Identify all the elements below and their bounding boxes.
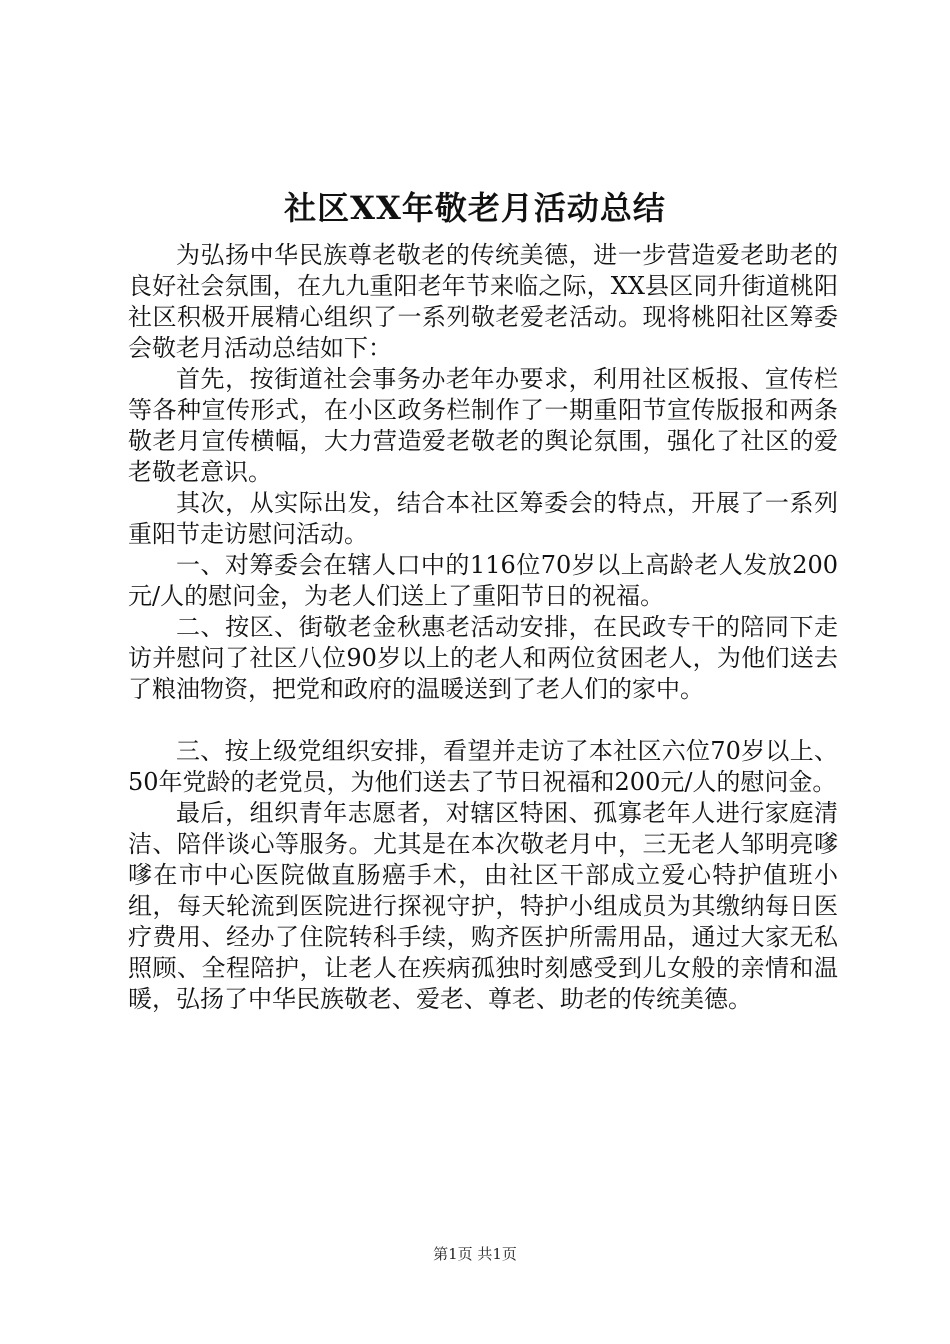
document-body [128, 240, 838, 1015]
paragraph-second: 其次，从实际出发，结合本社区筹委会的特点，开展了一系列重阳节走访慰问活动。 [128, 489, 838, 548]
paragraph-intro: 为弘扬中华民族尊老敬老的传统美德，进一步营造爱老助老的良好社会氛围，在九九重阳老年节来临之际，XX县区同升街道桃阳社区积极开展精心组织了一系列敬老爱老活动。现将桃阳社区筹委会敬老月活动总结如下： [128, 241, 838, 362]
paragraph-item-one: 一、对筹委会在辖人口中的116位70岁以上高龄老人发放200元/人的慰问金，为老人们送上了重阳节日的祝福。 [128, 551, 838, 610]
paragraph-item-three: 三、按上级党组织安排，看望并走访了本社区六位70岁以上、50年党龄的老党员，为他们送去了节日祝福和200元/人的慰问金。 [128, 737, 838, 796]
page-footer: 第1页 共1页 [433, 1245, 517, 1263]
paragraph-first: 首先，按街道社会事务办老年办要求，利用社区板报、宣传栏等各种宣传形式，在小区政务栏制作了一期重阳节宣传版报和两条敬老月宣传横幅，大力营造爱老敬老的舆论氛围，强化了社区的爱老敬老意识。 [128, 365, 838, 486]
paragraph-item-two: 二、按区、街敬老金秋惠老活动安排，在民政专干的陪同下走访并慰问了社区八位90岁以上的老人和两位贫困老人，为他们送去了粮油物资，把党和政府的温暖送到了老人们的家中。 [128, 613, 838, 703]
paragraph-last: 最后，组织青年志愿者，对辖区特困、孤寡老年人进行家庭清洁、陪伴谈心等服务。尤其是在本次敬老月中，三无老人邹明亮嗲嗲在市中心医院做直肠癌手术，由社区干部成立爱心特护值班小组，每天轮流到医院进行探视守护，特护小组成员为其缴纳每日医疗费用、经办了住院转科手续，购齐医护所需用品，通过大家无私照顾、全程陪护，让老人在疾病孤独时刻感受到儿女般的亲情和温暖，弘扬了中华民族敬老、爱老、尊老、助老的传统美德。 [128, 799, 838, 1013]
document-title: 社区XX年敬老月活动总结 [284, 189, 666, 227]
